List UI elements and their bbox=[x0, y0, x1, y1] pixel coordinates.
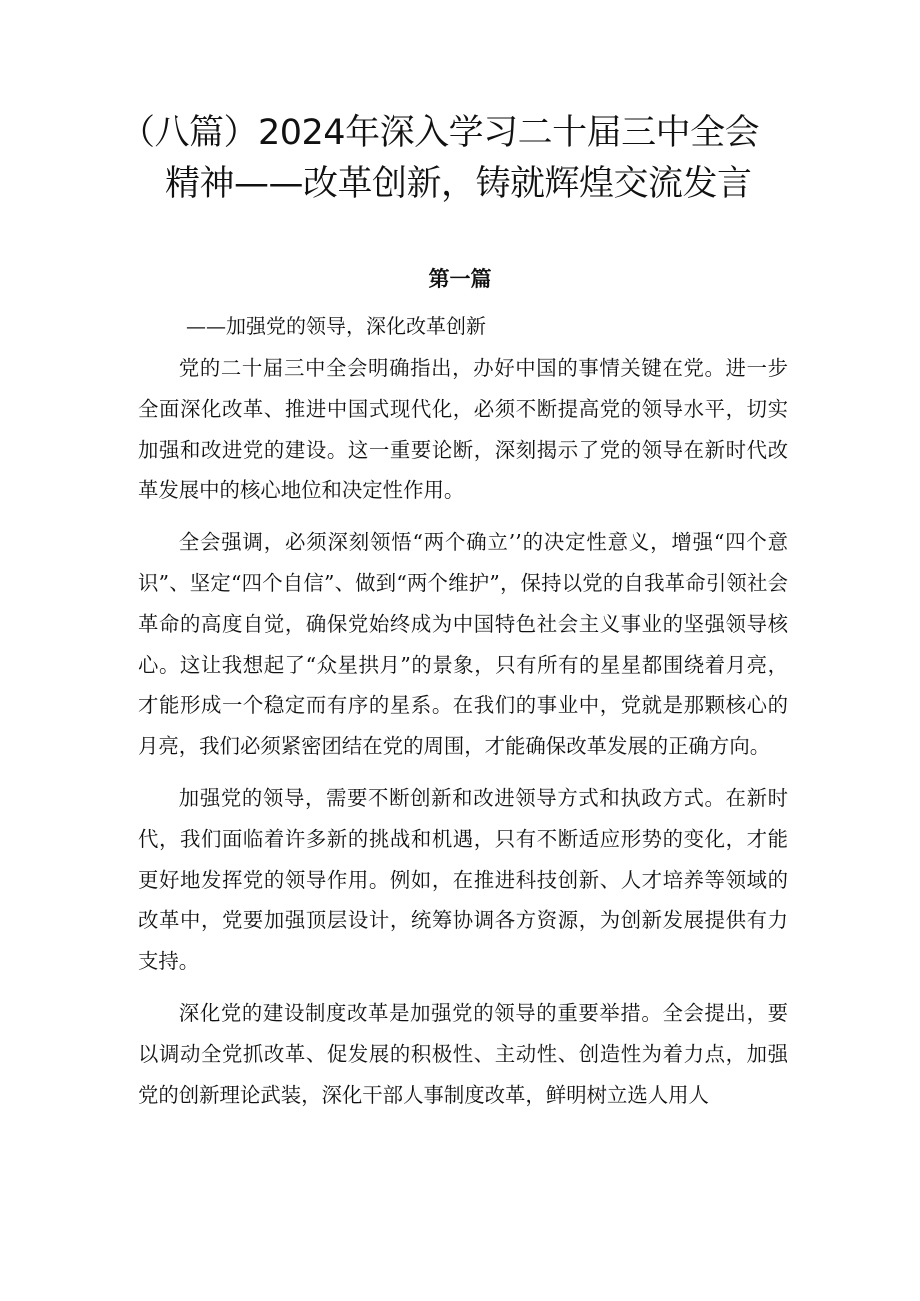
document-title bbox=[120, 108, 820, 210]
body-paragraph: 深化党的建设制度改革是加强党的领导的重要举措。全会提出，要以调动全党抓改革、促发展的积极性、主动性、创造性为着力点，加强党的创新理论武装，深化干部人事制度改革，鲜明树立选人用人 bbox=[138, 1000, 788, 1107]
section-heading: 第一篇 bbox=[428, 267, 492, 291]
body-paragraph: 加强党的领导，需要不断创新和改进领导方式和执政方式。在新时代，我们面临着许多新的挑战和机遇，只有不断适应形势的变化，才能更好地发挥党的领导作用。例如，在推进科技创新、人才培养等领域的改革中，党要加强顶层设计，统筹协调各方资源，为创新发展提供有力支持。 bbox=[138, 785, 788, 974]
body-paragraph: 全会强调，必须深刻领悟“两个确立’’的决定性意义，增强“四个意识”、坚定“四个自信”、做到“两个维护”，保持以党的自我革命引领社会革命的高度自觉，确保党始终成为中国特色社会主义事业的坚强领导核心。这让我想起了“众星拱月”的景象，只有所有的星星都围绕着月亮，才能形成一个稳定而有序的星系。在我们的事业中，党就是那颗核心的月亮，我们必须紧密团结在党的周围，才能确保改革发展的正确方向。 bbox=[138, 530, 788, 759]
section-subtitle: ——加强党的领导，深化改革创新 bbox=[186, 314, 486, 338]
body-paragraph: 党的二十届三中全会明确指出，办好中国的事情关键在党。进一步全面深化改革、推进中国式现代化，必须不断提高党的领导水平，切实加强和改进党的建设。这一重要论断，深刻揭示了党的领导在新时代改革发展中的核心地位和决定性作用。 bbox=[138, 356, 788, 503]
title-line-1: （八篇）2024年深入学习二十届三中全会 bbox=[120, 113, 760, 153]
document-body bbox=[138, 348, 788, 1126]
title-line-2: 精神——改革创新，铸就辉煌交流发言 bbox=[165, 164, 752, 204]
